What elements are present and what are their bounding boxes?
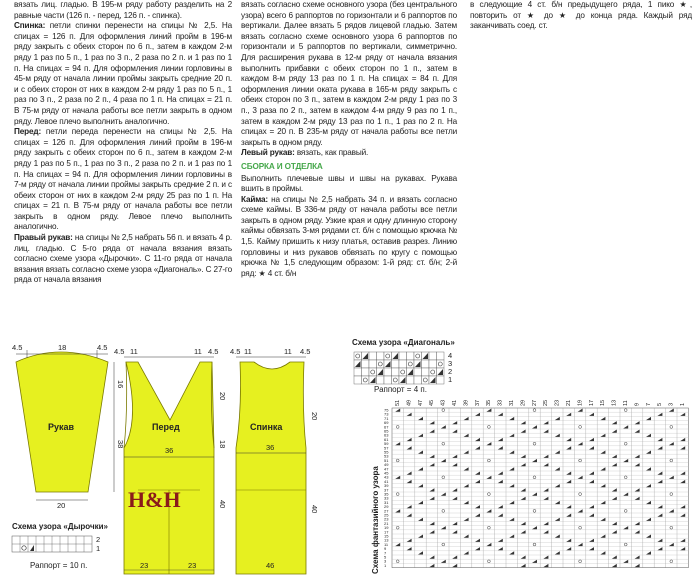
row-label: 75 [384,407,389,413]
column-label: 9 [634,402,641,406]
paragraph-back: Спинка: петли спинки перенести на спицы № 2,5. На спицах = 126 п. Для оформления линий пройм в 196-м ряду закрыть с обеих сторон по 6 п., затем в каждом 2-м ряду 1 раз по 5 п., 1 раз по 3 п., 2 раза по 2 п. и 1 раз по 1 п. На спицах = 94 п. Для оформления линии горловины в 45-м ряду от начала линии проймы закрыть средние 20 п. и с обеих сторон от них в каждом 2-м ряду 1 раз по 5 п., 1 раз по 3 п., 2 раза по 2 п., 4 раза по 1 п. На спицах = 21 п. В 75-м ряду от начала работы все петли закрыть в одном ряду. Левое плечо выполнить аналогично. [14,21,232,126]
paragraph-right-sleeve: Правый рукав: на спицы № 2,5 набрать 56 п. и вязать 4 р. лиц. гладью. С 5-го ряда от начала вязания вязать согласно схеме узора «Дырочки». С 11-го ряда от начала вязания вязать согласно схеме узора «Диагональ». С 27-го ряда от начала вязания [14,233,232,285]
grid-cell [414,376,422,384]
row-label: 27 [384,508,389,514]
scheme-main-title: Схема фантазийного узора [371,466,380,574]
holes-row-label: 2 [96,535,101,544]
row-label: 39 [384,483,389,489]
column-label: 29 [520,399,527,406]
column-label: 41 [452,399,458,406]
front-dim-top-r: 4.5 [208,347,219,356]
sleeve-dim-side-top: 16 [116,380,125,389]
grid-cell [369,360,377,368]
row-label: 45 [384,470,389,476]
back-dim-side1: 20 [310,412,319,421]
column-label: 1 [680,402,686,406]
sleeve-dim-bottom: 20 [57,501,66,510]
column-label: 31 [509,399,515,406]
grid-cell [392,376,400,384]
paragraph: вязать согласно схеме основного узора (без центрального узора) всего 6 раппортов по горизонтали и 6 раппортов по вертикали. Далее вязать 5 рядов лицевой гладью. Затем вязать согласно схеме основного узора 6 раппортов по горизонтали и 5 раппортов по вертикали, симметрично. Для расширения рукава в 12-м ряду от начала вязания выполнить прибавки с обеих сторон по 1 п., затем в каждом 8-м ряду 13 раз по 1 п. На спицах = 84 п. Для оформления линии оката рукава в 165-м ряду закрыть с обеих сторон по 3 п., затем в каждом 2-м ряду 1 раз по 3 п., 3 раза по 2 п., затем в каждом 4-м ряду 9 раз по 1 п., затем в каждом 2-м ряду 13 раз по 1 п., 1 раз по 2 п. На спицах = 20 п. В 235-м ряду от начала работы все петли закрыть в одном ряду. [241,0,457,147]
scheme-holes-title: Схема узора «Дырочки» [12,522,108,531]
grid-cell [392,360,400,368]
front-dim-top-l: 4.5 [114,347,125,356]
row-label: 31 [384,499,389,505]
grid-cell [414,368,422,376]
row-label: 55 [384,449,389,455]
back-dim-side2: 40 [310,505,319,514]
row-label: 49 [384,462,389,468]
grid-cell [362,368,370,376]
column-label: 39 [463,399,470,406]
diag-row-label: 2 [448,367,453,376]
front-pattern [114,347,227,574]
logo: H&H [128,487,181,512]
grid-cell [429,352,437,360]
grid-cell [384,368,392,376]
back-dim-top-l: 4.5 [230,347,241,356]
text-column-1 [14,0,232,286]
paragraph-border: Кайма: на спицы № 2,5 набрать 34 п. и вязать согласно схеме каймы. В 336-м ряду от начала работы все петли закрыть в одном ряду. Узкие края и одну длинную сторону каймы обвязать 3-мя рядами ст. б/н с помощью крючка № 1,5. Кайму пришить к низу платья, оставив разрез. Линию горловины и низ рукавов обвязать по кругу с помощью крючка № 1,5 следующим образом: 1-й ряд: ст. б/н; 2-й ряд: ★ 4 ст. б/н [241,194,457,278]
row-label: 21 [384,520,389,526]
back-dim-top-r2: 11 [284,347,292,356]
column-label: 49 [406,399,413,406]
row-label: 41 [384,478,389,484]
grid-cell [377,376,385,384]
column-label: 13 [611,399,618,406]
diag-row-label: 3 [448,359,453,368]
row-label: 67 [384,424,389,430]
grid-cell [362,376,370,384]
row-label: 57 [384,445,389,451]
row-label: 9 [384,546,387,552]
column-label: 47 [417,399,424,406]
grid-cell [377,352,385,360]
row-label: 53 [384,453,389,459]
sleeve-dim-top-right: 4.5 [97,343,108,352]
front-dim-right3: 40 [218,500,227,509]
section-heading: СБОРКА И ОТДЕЛКА [241,161,323,171]
row-label: 51 [384,457,389,463]
row-label: 13 [384,537,389,543]
column-label: 17 [588,399,595,406]
front-dim-top-r2: 11 [194,347,202,356]
front-dim-width: 36 [165,446,174,455]
back-dim-width: 36 [266,443,275,452]
grid-cell [369,352,377,360]
grid-cell [354,352,362,360]
grid-cell [399,368,407,376]
row-label: 43 [384,474,389,480]
row-label: 1 [384,562,387,568]
scheme-diag-title: Схема узора «Диагональ» [352,338,455,347]
grid-cell [407,360,415,368]
row-label: 59 [384,441,389,447]
text-column-2 [241,0,457,279]
row-label: 63 [384,432,389,438]
grid-cell [399,360,407,368]
column-label: 7 [645,402,652,406]
grid-cell [422,360,430,368]
grid-cell [422,376,430,384]
grid-cell [354,376,362,384]
holes-row-label: 1 [96,544,101,553]
grid-cell [407,352,415,360]
row-label: 35 [384,491,389,497]
grid-cell [414,352,422,360]
row-label: 47 [384,466,389,472]
row-label: 19 [384,525,389,531]
back-pattern [230,347,319,574]
column-label: 45 [429,399,436,406]
row-label: 17 [384,529,389,535]
row-label: 5 [384,554,387,560]
front-dim-right1: 20 [218,392,227,401]
front-dim-right2: 18 [218,440,227,449]
row-label: 37 [384,487,389,493]
row-label: 7 [384,550,387,556]
paragraph-left-sleeve: Левый рукав: вязать, как правый. [241,148,369,158]
grid-cell [392,368,400,376]
grid-cell [422,368,430,376]
grid-cell [437,352,445,360]
row-label: 15 [384,533,389,539]
column-label: 43 [440,399,447,406]
row-label: 23 [384,516,389,522]
scheme-holes-rapport: Раппорт = 10 п. [30,561,88,570]
scheme-main-grid [370,398,696,576]
column-label: 11 [623,400,629,406]
column-label: 23 [554,399,561,406]
column-label: 37 [474,399,481,406]
scheme-diag-rapport: Раппорт = 4 п. [374,385,427,394]
paragraph-assembly: Выполнить плечевые швы и швы на рукавах. Рукава вшить в проймы. [241,173,457,194]
grid-cell [384,376,392,384]
row-label: 25 [384,512,389,518]
scheme-holes-grid [10,534,110,556]
row-label: 65 [384,428,389,434]
row-label: 69 [384,420,389,426]
back-dim-top-r: 4.5 [300,347,311,356]
diag-row-label: 1 [448,375,453,384]
row-label: 73 [384,411,389,417]
front-dim-top-l2: 11 [130,347,138,356]
column-label: 51 [395,399,401,406]
grid-cell [437,376,445,384]
column-label: 5 [657,402,664,406]
sleeve-pattern [12,343,125,510]
column-label: 19 [577,399,584,406]
grid-cell [399,352,407,360]
grid-cell [354,368,362,376]
grid-cell [384,352,392,360]
sleeve-dim-side-mid: 38 [116,440,125,449]
sleeve-dim-top-mid: 18 [58,343,67,352]
paragraph: вязать лиц. гладью. В 195-м ряду работу разделить на 2 равные части (126 п. - перед, 126 п. - спинка). [14,0,232,20]
back-title: Спинка [250,422,283,432]
sleeve-title: Рукав [48,422,75,432]
back-dim-bottom: 46 [266,561,275,570]
front-title: Перед [152,422,180,432]
paragraph: в следующие 4 ст. б/н предыдущего ряда, 1 пико ★, повторить от ★ до ★ до конца ряда. Каждый ряд заканчивать соед. ст. [470,0,692,31]
diag-row-label: 4 [448,351,453,360]
row-label: 33 [384,495,389,501]
row-label: 3 [384,558,387,564]
front-dim-bottom-r: 23 [188,561,197,570]
grid-cell [407,376,415,384]
row-label: 71 [384,415,389,421]
grid-cell [362,360,370,368]
column-label: 33 [497,399,504,406]
grid-cell [429,360,437,368]
column-label: 15 [600,399,607,406]
front-dim-bottom-l: 23 [140,561,149,570]
column-label: 3 [668,402,675,406]
column-label: 27 [531,399,538,406]
column-label: 21 [566,399,572,406]
row-label: 61 [384,436,389,442]
grid-cell [429,368,437,376]
paragraph-front: Перед: петли переда перенести на спицы № 2,5. На спицах = 126 п. Для оформления линий пройм в 196-м ряду закрыть с обеих сторон по 6 п., затем в каждом 2-м ряду 1 раз по 5 п., 1 раз по 3 п., 2 раза по 2 п. и 1 раз по 1 п. На спицах = 94 п. Для оформления линии горловины в 7-м ряду от начала линии проймы закрыть средние 2 п. и с обеих сторон от них в каждом 2-м ряду 25 раз по 1 п. На спицах = 21 п. В 75-м ряду от начала работы все петли закрыть в одном ряду. Левое плечо выполнить аналогично. [14,127,232,232]
grid-cell [437,360,445,368]
scheme-diag-grid [352,350,462,388]
sleeve-dim-top-left: 4.5 [12,343,23,352]
column-label: 25 [543,399,550,406]
text-column-3 [470,0,692,32]
grid-cell [369,368,377,376]
column-label: 35 [486,399,493,406]
grid-cell [377,360,385,368]
row-label: 29 [384,504,389,510]
row-label: 11 [384,541,389,547]
back-dim-top-l2: 11 [244,347,252,356]
